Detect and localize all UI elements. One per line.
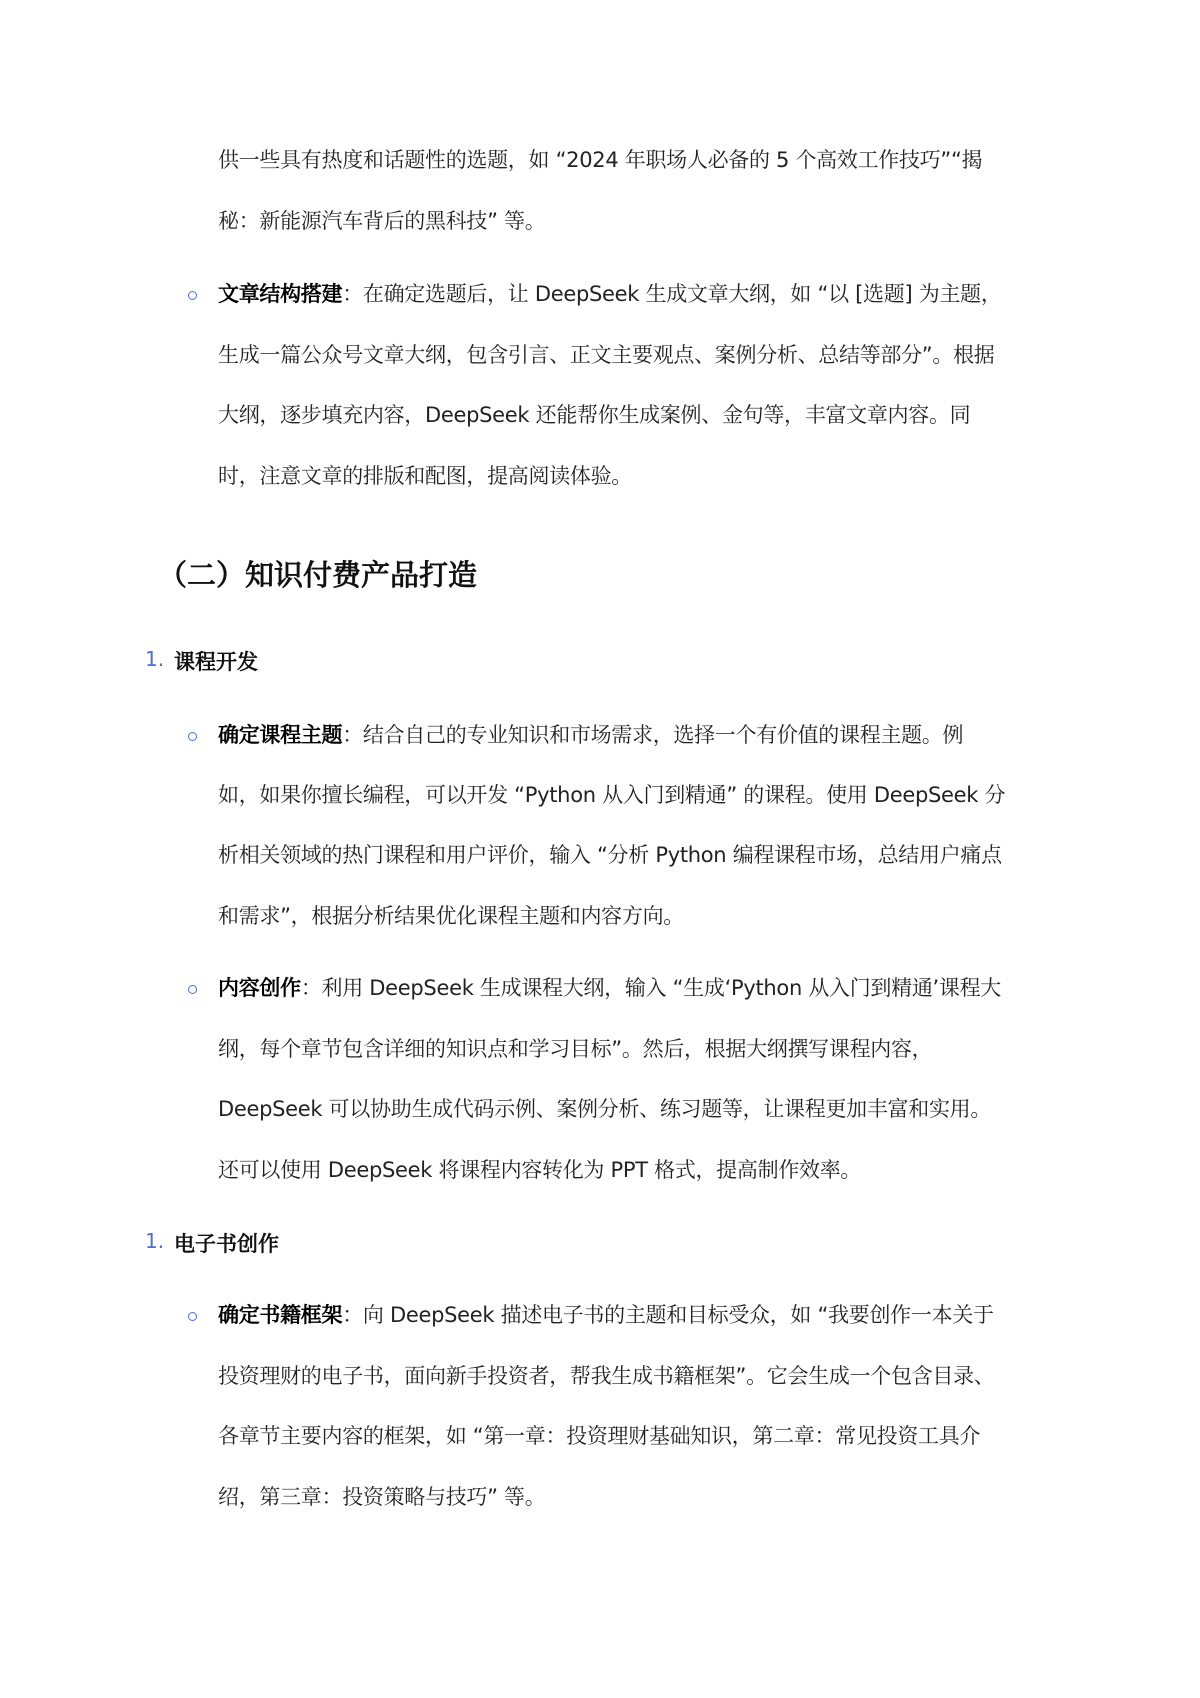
list-item-bold-label: 内容创作 [218, 976, 301, 1000]
paragraph-line: 纲，每个章节包含详细的知识点和学习目标”。然后，根据大纲撰写课程内容， [218, 1037, 933, 1061]
paragraph-line: 还可以使用 DeepSeek 将课程内容转化为 PPT 格式，提高制作效率。 [218, 1158, 862, 1182]
bullet-circle-icon [188, 985, 197, 994]
paragraph-line: 大纲，逐步填充内容，DeepSeek 还能帮你生成案例、金句等，丰富文章内容。同 [218, 403, 971, 427]
section-heading: （二）知识付费产品打造 [158, 558, 478, 592]
paragraph-text: ：利用 DeepSeek 生成课程大纲，输入 “生成‘Python 从入门到精通’课程大 [300, 976, 1002, 1000]
paragraph-text: ：在确定选题后，让 DeepSeek 生成文章大纲，如 “以 [选题] 为主题， [342, 282, 1002, 306]
list-item-structure [218, 279, 1002, 309]
paragraph-line: 投资理财的电子书，面向新手投资者，帮我生成书籍框架”。它会生成一个包含目录、 [218, 1364, 995, 1388]
paragraph-text: ：结合自己的专业知识和市场需求，选择一个有价值的课程主题。例 [342, 723, 964, 747]
paragraph-line: DeepSeek 可以协助生成代码示例、案例分析、练习题等，让课程更加丰富和实用。 [218, 1097, 992, 1121]
subsection-title: 课程开发 [174, 650, 258, 674]
paragraph-text: ：向 DeepSeek 描述电子书的主题和目标受众，如 “我要创作一本关于 [342, 1303, 994, 1327]
subsection-title: 电子书创作 [174, 1232, 279, 1256]
bullet-circle-icon [188, 732, 197, 741]
list-item-bold-label: 确定书籍框架 [218, 1303, 343, 1327]
paragraph-line: 秘：新能源汽车背后的黑科技” 等。 [218, 209, 546, 233]
paragraph-line: 绍，第三章：投资策略与技巧” 等。 [218, 1485, 546, 1509]
paragraph-line: 析相关领域的热门课程和用户评价，输入 “分析 Python 编程课程市场，总结用户痛点 [218, 843, 1002, 867]
list-item [218, 973, 1001, 1003]
list-number: 1. [145, 647, 165, 671]
paragraph-line: 时，注意文章的排版和配图，提高阅读体验。 [218, 464, 632, 488]
paragraph-line: 如，如果你擅长编程，可以开发 “Python 从入门到精通” 的课程。使用 DeepSeek 分 [218, 783, 1006, 807]
bullet-circle-icon [188, 291, 197, 300]
list-item [218, 1300, 994, 1330]
list-number: 1. [145, 1229, 165, 1253]
list-item [218, 720, 963, 750]
paragraph-line: 和需求”，根据分析结果优化课程主题和内容方向。 [218, 904, 684, 928]
paragraph-line: 供一些具有热度和话题性的选题，如 “2024 年职场人必备的 5 个高效工作技巧”“揭 [218, 148, 983, 172]
list-item-bold-label: 确定课程主题 [218, 723, 343, 747]
list-item-bold-label: 文章结构搭建 [218, 282, 343, 306]
paragraph-line: 各章节主要内容的框架，如 “第一章：投资理财基础知识，第二章：常见投资工具介 [218, 1424, 981, 1448]
bullet-circle-icon [188, 1312, 197, 1321]
paragraph-line: 生成一篇公众号文章大纲，包含引言、正文主要观点、案例分析、总结等部分”。根据 [218, 343, 995, 367]
